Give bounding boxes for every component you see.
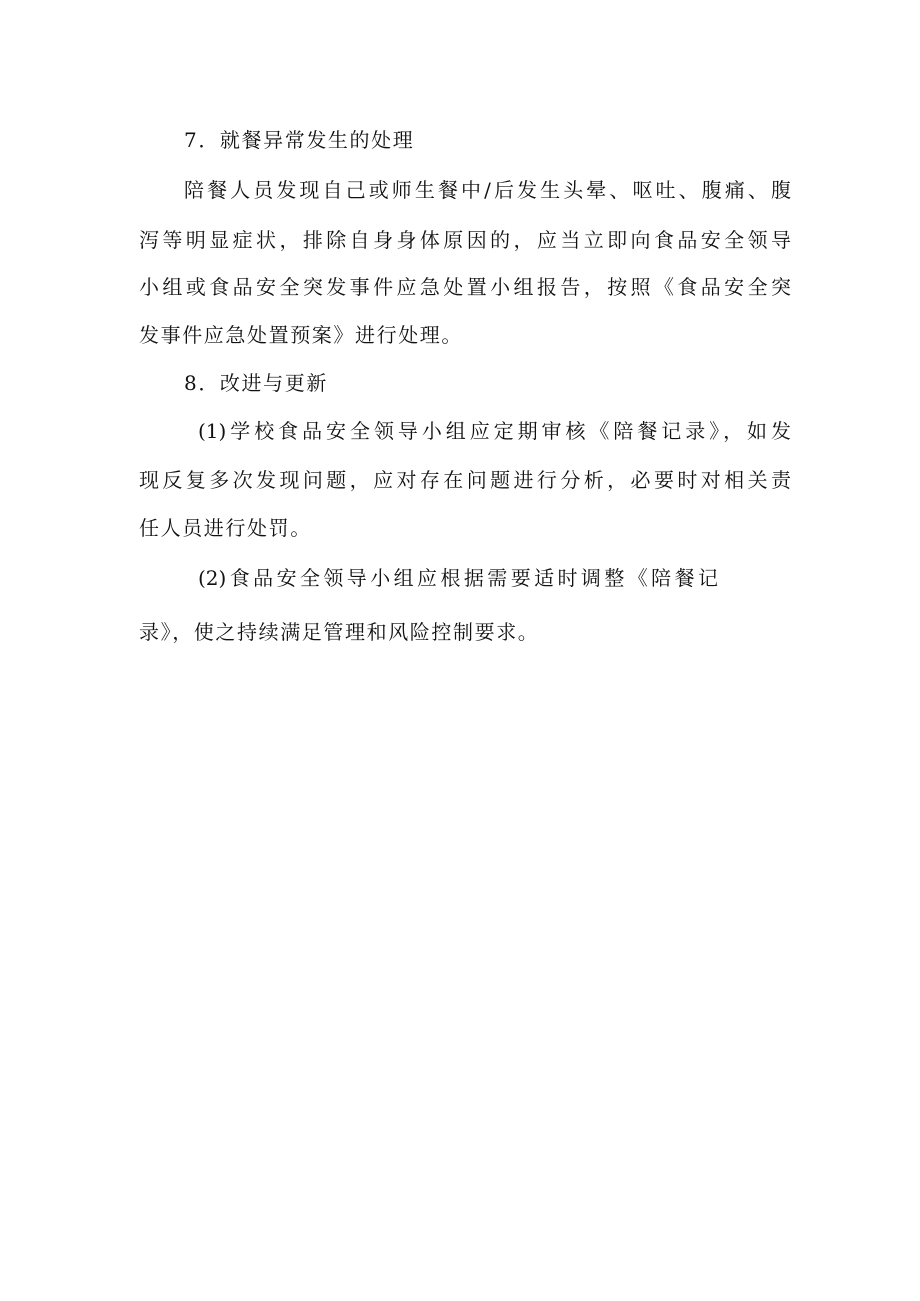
section-8-item-2-line: 录》，使之持续满足管理和风险控制要求。 bbox=[139, 620, 540, 644]
section-8-item-1-line: 现反复多次发现问题，应对存在问题进行分析，必要时对相关责 bbox=[139, 468, 791, 492]
section-7-paragraph-line: 发事件应急处置预案》进行处理。 bbox=[139, 323, 463, 347]
section-8-item-1-line: 任人员进行处罚。 bbox=[139, 516, 312, 540]
section-7-paragraph-line: 陪餐人员发现自己或师生餐中/后发生头晕、呕吐、腹痛、腹 bbox=[184, 178, 791, 202]
section-7-paragraph-line: 泻等明显症状，排除自身身体原因的，应当立即向食品安全领导 bbox=[139, 228, 791, 252]
section-8-item-1-line: (1)学校食品安全领导小组应定期审核《陪餐记录》，如发 bbox=[198, 419, 791, 443]
section-8-item-2-line: (2)食品安全领导小组应根据需要适时调整《陪餐记 bbox=[198, 566, 718, 590]
section-7-paragraph-line: 小组或食品安全突发事件应急处置小组报告，按照《食品安全突 bbox=[139, 275, 791, 299]
section-8-heading: 8．改进与更新 bbox=[184, 371, 328, 395]
section-7-heading: 7．就餐异常发生的处理 bbox=[184, 128, 415, 152]
